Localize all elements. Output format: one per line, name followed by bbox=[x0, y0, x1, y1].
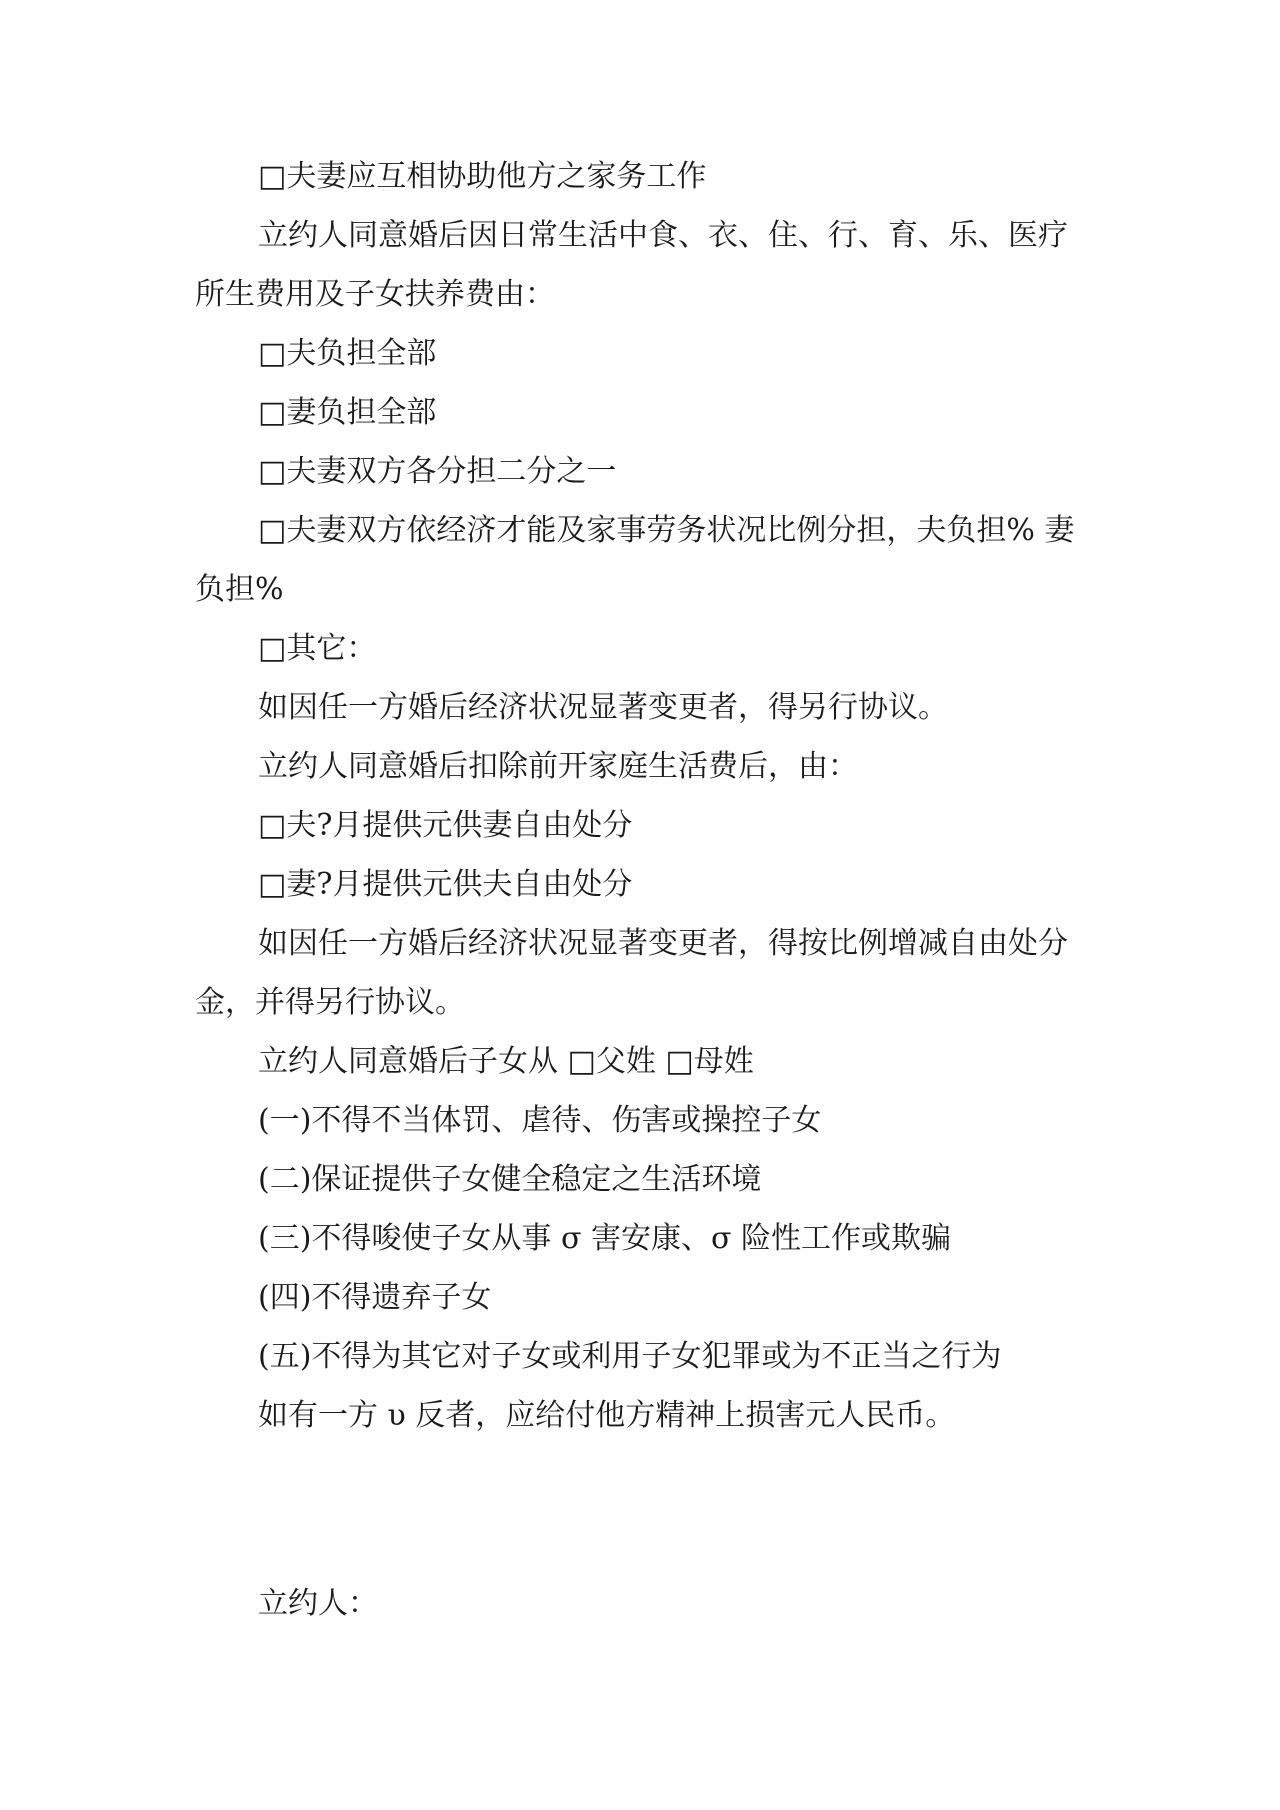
document-body bbox=[195, 147, 1135, 1633]
child-protection-item-2: (二)保证提供子女健全稳定之生活环境 bbox=[258, 1162, 762, 1197]
discretionary-funds-clause: 立约人同意婚后扣除前开家庭生活费后，由： bbox=[258, 749, 858, 784]
violation-compensation-clause: 如有一方 υ 反者，应给付他方精神上损害元人民币。 bbox=[258, 1398, 956, 1433]
discretionary-adjustment-clause-continuation: 金，并得另行协议。 bbox=[195, 985, 465, 1020]
option-proportional-split-continuation: 负担% bbox=[195, 572, 284, 607]
option-split-half: □夫妻双方各分担二分之一 bbox=[258, 454, 617, 489]
option-housework-assistance: □夫妻应互相协助他方之家务工作 bbox=[258, 159, 707, 194]
living-expenses-clause-continuation: 所生费用及子女扶养费由： bbox=[195, 277, 555, 312]
option-proportional-split: □夫妻双方依经济才能及家事劳务状况比例分担，夫负担% 妻 bbox=[258, 513, 1075, 548]
option-wife-bears-all: □妻负担全部 bbox=[258, 395, 437, 430]
child-protection-item-3: (三)不得唆使子女从事 σ 害安康、σ 险性工作或欺骗 bbox=[258, 1221, 951, 1256]
option-husband-bears-all: □夫负担全部 bbox=[258, 336, 437, 371]
signature-label: 立约人： bbox=[258, 1586, 378, 1621]
option-husband-provides-monthly: □夫?月提供元供妻自由处分 bbox=[258, 808, 633, 843]
living-expenses-clause: 立约人同意婚后因日常生活中食、衣、住、行、育、乐、医疗 bbox=[258, 218, 1068, 253]
economic-change-clause: 如因任一方婚后经济状况显著变更者，得另行协议。 bbox=[258, 690, 948, 725]
discretionary-adjustment-clause: 如因任一方婚后经济状况显著变更者，得按比例增减自由处分 bbox=[258, 926, 1068, 961]
child-protection-item-4: (四)不得遗弃子女 bbox=[258, 1280, 492, 1315]
child-protection-item-1: (一)不得不当体罚、虐待、伤害或操控子女 bbox=[258, 1103, 822, 1138]
option-other: □其它： bbox=[258, 631, 377, 666]
children-surname-clause: 立约人同意婚后子女从 □父姓 □母姓 bbox=[258, 1044, 754, 1079]
option-wife-provides-monthly: □妻?月提供元供夫自由处分 bbox=[258, 867, 633, 902]
child-protection-item-5: (五)不得为其它对子女或利用子女犯罪或为不正当之行为 bbox=[258, 1339, 1002, 1374]
